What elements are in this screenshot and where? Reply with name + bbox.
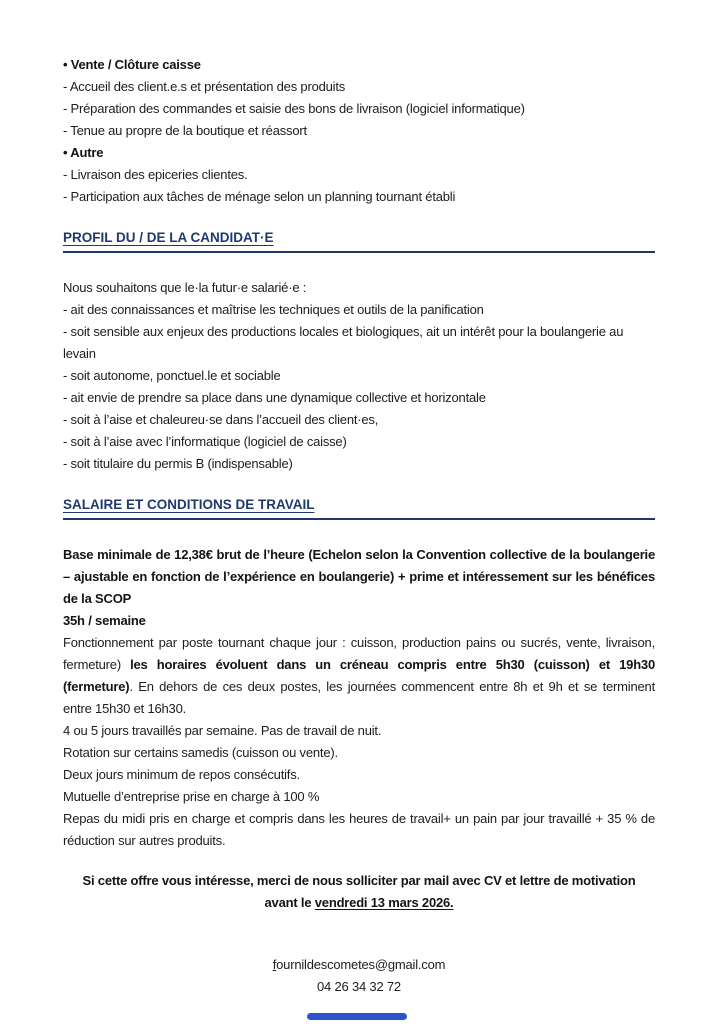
profile-item: - soit à l’aise et chaleureu·se dans l’accueil des client·es, bbox=[63, 412, 379, 427]
salary-section bbox=[63, 544, 655, 852]
profile-section-heading bbox=[63, 227, 655, 253]
condition-item: Mutuelle d’entreprise prise en charge à 100 % bbox=[63, 789, 320, 804]
condition-item-meals: Repas du midi pris en charge et compris dans les heures de travail+ un pain par jour travaillé + 35 % de réduction sur autres produits. bbox=[63, 811, 655, 848]
schedule-text-regular: Fonctionnement par poste tournant chaque jour : cuisson, production pains ou sucrés, vente, livraison, fermeture) bbox=[63, 635, 655, 672]
profile-item: - soit titulaire du permis B (indispensable) bbox=[63, 456, 293, 471]
salary-heading-text: SALAIRE ET CONDITIONS DE TRAVAIL bbox=[63, 497, 315, 512]
application-instructions bbox=[63, 870, 655, 914]
profile-item: - ait envie de prendre sa place dans une dynamique collective et horizontale bbox=[63, 390, 486, 405]
profile-item: - soit sensible aux enjeux des productions locales et biologiques, ait un intérêt pour la boulangerie au levain bbox=[63, 324, 624, 361]
home-indicator-bar bbox=[307, 1013, 407, 1020]
weekly-hours: 35h / semaine bbox=[63, 613, 146, 628]
missions-group-title-vente: • Vente / Clôture caisse bbox=[63, 57, 201, 72]
salary-section-heading bbox=[63, 494, 655, 520]
condition-item: Deux jours minimum de repos consécutifs. bbox=[63, 767, 300, 782]
schedule-text-bold: les horaires évoluent dans un créneau compris entre 5h30 (cuisson) et 19h30 (fermeture) bbox=[63, 657, 655, 694]
salary-base-paragraph: Base minimale de 12,38€ brut de l’heure (Echelon selon la Convention collective de la boulangerie – ajustable en fonction de l’expérience en boulangerie) + prime et intéressement sur les bénéfices de la SCOP bbox=[63, 547, 655, 606]
mission-item: - Accueil des client.e.s et présentation des produits bbox=[63, 79, 346, 94]
missions-section bbox=[63, 54, 655, 208]
missions-group-title-autre: • Autre bbox=[63, 145, 104, 160]
condition-item: 4 ou 5 jours travaillés par semaine. Pas de travail de nuit. bbox=[63, 723, 382, 738]
mission-item: - Préparation des commandes et saisie des bons de livraison (logiciel informatique) bbox=[63, 101, 525, 116]
contact-block bbox=[63, 954, 655, 998]
schedule-text-regular: . En dehors de ces deux postes, les journées commencent entre 8h et 9h et se terminent entre 15h30 et 16h30. bbox=[63, 679, 655, 716]
mission-item: - Livraison des epiceries clientes. bbox=[63, 167, 248, 182]
schedule-paragraph bbox=[63, 632, 655, 720]
contact-email[interactable]: fournildescometes@gmail.com bbox=[272, 957, 446, 972]
condition-item: Rotation sur certains samedis (cuisson ou vente). bbox=[63, 745, 338, 760]
profile-heading-text: PROFIL DU / DE LA CANDIDAT·E bbox=[63, 230, 274, 245]
cta-line-2 bbox=[63, 892, 655, 914]
contact-phone: 04 26 34 32 72 bbox=[317, 979, 401, 994]
cta-line-1: Si cette offre vous intéresse, merci de nous solliciter par mail avec CV et lettre de motivation bbox=[82, 873, 636, 888]
cta-deadline-date: vendredi 13 mars 2026. bbox=[314, 895, 454, 910]
profile-item: - soit autonome, ponctuel.le et sociable bbox=[63, 368, 281, 383]
mission-item: - Tenue au propre de la boutique et réassort bbox=[63, 123, 307, 138]
profile-item: - ait des connaissances et maîtrise les techniques et outils de la panification bbox=[63, 302, 484, 317]
mission-item: - Participation aux tâches de ménage selon un planning tournant établi bbox=[63, 189, 456, 204]
cta-deadline-prefix: avant le bbox=[264, 895, 315, 910]
profile-intro: Nous souhaitons que le·la futur·e salarié·e : bbox=[63, 280, 307, 295]
profile-item: - soit à l’aise avec l’informatique (logiciel de caisse) bbox=[63, 434, 347, 449]
profile-section bbox=[63, 277, 655, 475]
